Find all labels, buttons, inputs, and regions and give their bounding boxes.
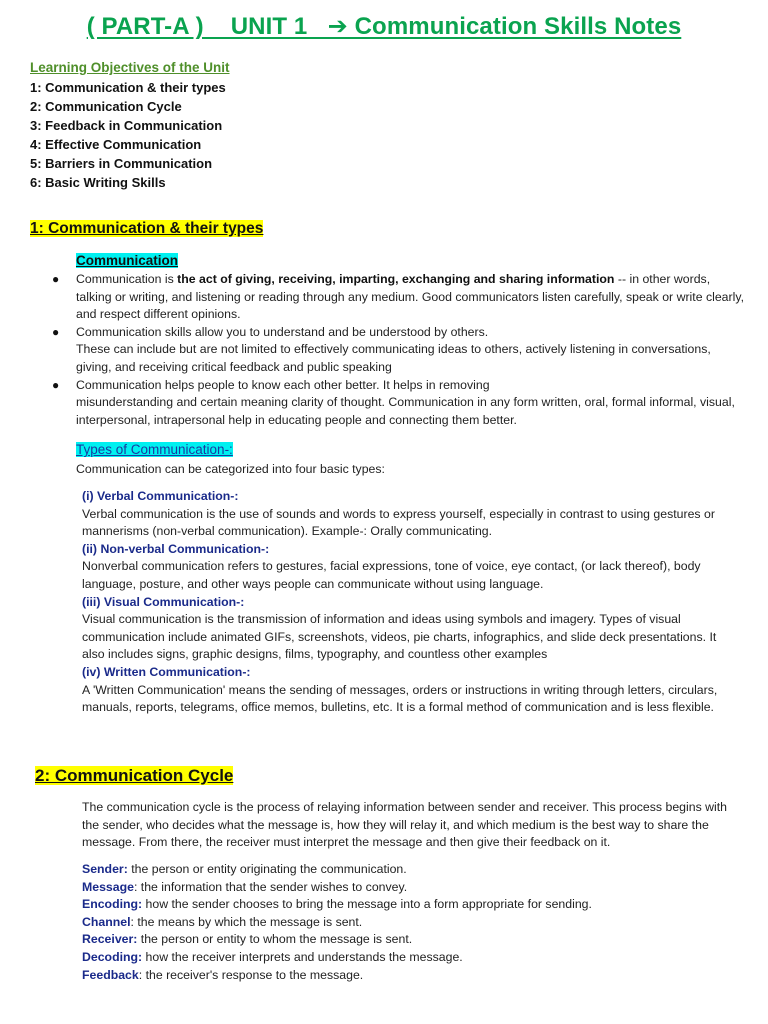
bullet-icon: ●	[52, 377, 60, 392]
list-item	[82, 896, 592, 914]
term-desc: : the information that the sender wishes to convey.	[133, 879, 408, 894]
communication-bullets	[52, 271, 746, 429]
bullet-text-line1: Communication helps people to know each other better. It helps in removing	[76, 377, 490, 392]
term-desc: the person or entity originating the communication.	[127, 862, 407, 876]
term-label: Sender:	[82, 862, 128, 876]
bullet-text-line1: Communication skills allow you to understand and be understood by others.	[76, 324, 489, 339]
list-item: 6: Basic Writing Skills	[30, 175, 166, 190]
list-item: 1: Communication & their types	[30, 80, 226, 95]
list-item	[82, 949, 592, 967]
list-item	[82, 879, 592, 897]
list-item	[52, 377, 746, 430]
cycle-intro: The communication cycle is the process of relaying information between sender and receiver. This process begins with the sender, who decides what the message is, how they will relay it, and which medium is the best way to share the message. From there, the receiver must interpret the message and then give their feedback on it.	[82, 800, 727, 850]
list-item	[82, 967, 592, 985]
term-desc: : the means by which the message is sent.	[130, 914, 363, 929]
type-body-nonverbal: Nonverbal communication refers to gestures, facial expressions, tone of voice, eye contact, (or lack thereof), body language, posture, and other ways people can communicate without using language.	[82, 559, 701, 591]
bullet-text-line2: These can include but are not limited to effectively communicating ideas to others, actively listening in conversations, giving, and receiving critical feedback and public speaking	[76, 342, 711, 374]
type-body-written: A 'Written Communication' means the sending of messages, orders or instructions in writing through letters, circulars, manuals, reports, telegrams, office memos, bulletins, etc. It is a formal method of communication and is less flexible.	[82, 682, 718, 715]
bullet-text-post: -- in other words, talking or writing, and listening or reading through any medium. Good communicators listen carefully, speak or write clearly, and respect different opinions.	[76, 272, 744, 322]
term-label: Channel	[82, 914, 131, 929]
list-item: 5: Barriers in Communication	[30, 156, 213, 171]
page-title: ( PART-A ) UNIT 1 ➔ Communication Skills Notes	[86, 13, 682, 40]
communication-subheading-text: Communication	[76, 253, 179, 268]
list-item: 2: Communication Cycle	[30, 99, 182, 114]
term-label: Message	[82, 879, 134, 894]
communication-types	[82, 488, 742, 717]
communication-subheading	[76, 252, 178, 270]
section1-title-text: 1: Communication & their types	[30, 220, 264, 237]
term-label: Receiver:	[82, 932, 138, 947]
term-label: Feedback	[82, 967, 139, 982]
type-title-visual: (iii) Visual Communication-:	[82, 594, 245, 609]
section1-title	[30, 219, 263, 239]
bullet-text-line2: misunderstanding and certain meaning clarity of thought. Communication in any form written, oral, formal informal, visual, interpersonal, intrapersonal help in educating people and connecting them better.	[76, 395, 735, 427]
type-title-nonverbal: (ii) Non-verbal Communication-:	[82, 541, 270, 556]
list-item	[52, 324, 746, 377]
list-item	[82, 931, 592, 949]
term-desc: how the sender chooses to bring the message into a form appropriate for sending.	[142, 897, 592, 912]
types-intro: Communication can be categorized into four basic types:	[76, 462, 385, 476]
type-body-visual: Visual communication is the transmission of information and ideas using symbols and imagery. Types of visual communication include animated GIFs, screenshots, videos, pie charts, infographics, and slide deck presentations. It also includes signs, graphic designs, films, typography, and countless other examples	[82, 612, 717, 662]
bullet-icon: ●	[52, 272, 60, 286]
type-title-written: (iv) Written Communication-:	[82, 664, 251, 679]
list-item	[52, 271, 746, 324]
term-desc: how the receiver interprets and understands the message.	[142, 949, 463, 964]
types-heading-text: Types of Communication-:	[76, 442, 233, 457]
bullet-text-pre: Communication is	[76, 272, 178, 286]
bullet-text-bold: the act of giving, receiving, imparting, exchanging and sharing information	[177, 272, 615, 286]
objectives-list	[30, 78, 226, 192]
section2-title-text: 2: Communication Cycle	[35, 766, 234, 785]
list-item: 3: Feedback in Communication	[30, 118, 223, 133]
objectives-heading: Learning Objectives of the Unit	[30, 60, 230, 75]
cycle-terms	[82, 861, 592, 984]
list-item	[82, 861, 592, 879]
bullet-icon: ●	[52, 324, 60, 339]
term-label: Decoding:	[82, 949, 143, 964]
term-desc: the person or entity to whom the message is sent.	[137, 932, 413, 947]
term-label: Encoding:	[82, 897, 143, 912]
type-body-verbal: Verbal communication is the use of sounds and words to express yourself, especially in contrast to using gestures or mannerisms (non-verbal communication). Example-: Orally communicating.	[82, 506, 715, 539]
section2-title	[35, 765, 233, 787]
type-title-verbal: (i) Verbal Communication-:	[82, 489, 239, 503]
list-item: 4: Effective Communication	[30, 137, 202, 152]
list-item	[82, 914, 592, 932]
term-desc: : the receiver's response to the message.	[138, 967, 364, 982]
types-heading	[76, 441, 233, 459]
